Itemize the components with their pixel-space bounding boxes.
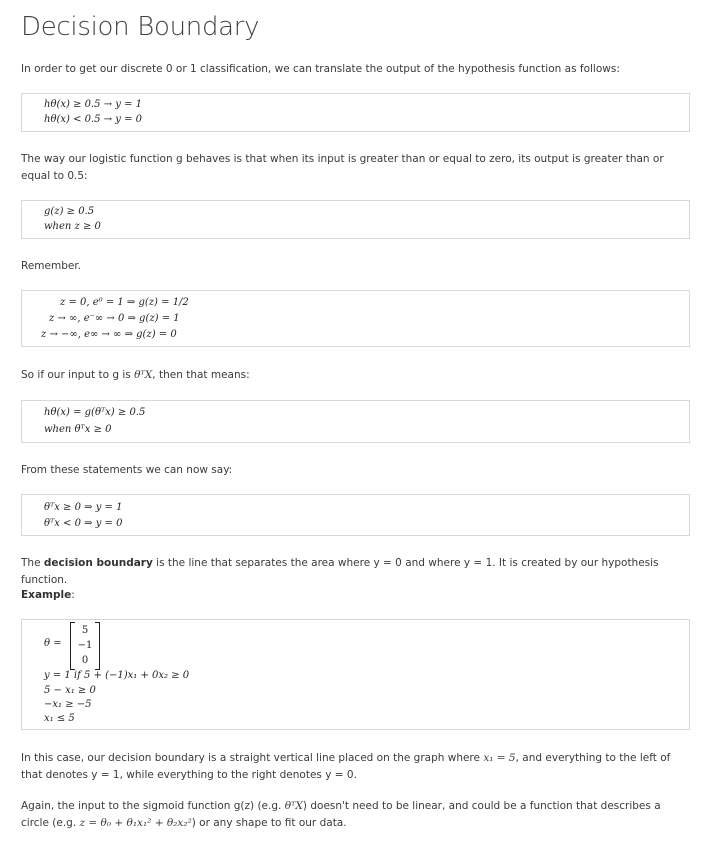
matrix-cell: 0 <box>81 655 89 666</box>
conclusion-block <box>21 494 690 536</box>
example-block <box>21 619 690 730</box>
page-title: Decision Boundary <box>21 12 260 42</box>
hypothesis-threshold-block <box>21 93 690 132</box>
sigmoid-condition-block <box>21 200 690 239</box>
statements-text: From these statements we can now say: <box>21 464 233 476</box>
hypothesis-sigmoid-block <box>21 400 690 443</box>
equation-line: −x₁ ≥ −5 <box>44 699 92 710</box>
equation-line: θᵀx < 0 ⇒ y = 0 <box>44 518 123 529</box>
equation-line: when θᵀx ≥ 0 <box>44 424 112 435</box>
equation-line: y = 1 if 5 + (−1)x₁ + 0x₂ ≥ 0 <box>44 670 190 681</box>
equation-line: z → −∞, e∞ → ∞ ⇒ g(z) = 0 <box>41 329 177 340</box>
theta-vector <box>70 622 100 668</box>
vertical-line-text: In this case, our decision boundary is a straight vertical line placed on the graph where x₁ = 5, and everything to the left of that denotes y = 1, while everything to the right denotes y = 0. <box>21 752 671 781</box>
remember-text: Remember. <box>21 260 82 272</box>
decision-boundary-text: The decision boundary is the line that separates the area where y = 0 and where y = 1. It is created by our hypothesis function. <box>21 557 659 586</box>
example-heading: Example: <box>21 589 75 601</box>
equation-line: hθ(x) = g(θᵀx) ≥ 0.5 <box>44 407 146 418</box>
equation-line: when z ≥ 0 <box>44 221 101 232</box>
equation-line: hθ(x) < 0.5 → y = 0 <box>44 114 143 125</box>
equation-line: g(z) ≥ 0.5 <box>44 206 95 217</box>
logistic-behavior-text: The way our logistic function g behaves is that when its input is greater than or equal to zero, its output is greater than or equal to 0.5: <box>21 153 664 182</box>
input-text: So if our input to g is θᵀX, then that means: <box>21 369 250 381</box>
matrix-cell: −1 <box>77 640 93 651</box>
equation-line: θᵀx ≥ 0 ⇒ y = 1 <box>44 502 123 513</box>
limits-block <box>21 290 690 347</box>
equation-line: z → ∞, e⁻∞ → 0 ⇒ g(z) = 1 <box>49 313 180 324</box>
equation-line: hθ(x) ≥ 0.5 → y = 1 <box>44 99 143 110</box>
decision-boundary-term: decision boundary <box>43 557 153 569</box>
matrix-cell: 5 <box>81 625 89 636</box>
theta-label: θ = <box>44 638 62 649</box>
equation-line: x₁ ≤ 5 <box>44 713 75 724</box>
equation-line: 5 − x₁ ≥ 0 <box>44 685 96 696</box>
intro-text: In order to get our discrete 0 or 1 classification, we can translate the output of the hypothesis function as follows: <box>21 63 620 75</box>
nonlinear-text: Again, the input to the sigmoid function g(z) (e.g. θᵀX) doesn't need to be linear, and could be a function that describes a circle (e.g. z = θ₀ + θ₁x₁² + θ₂x₂²) or any shape to fit our data. <box>21 800 661 829</box>
equation-line: z = 0, e⁰ = 1 ⇒ g(z) = 1/2 <box>60 297 189 308</box>
